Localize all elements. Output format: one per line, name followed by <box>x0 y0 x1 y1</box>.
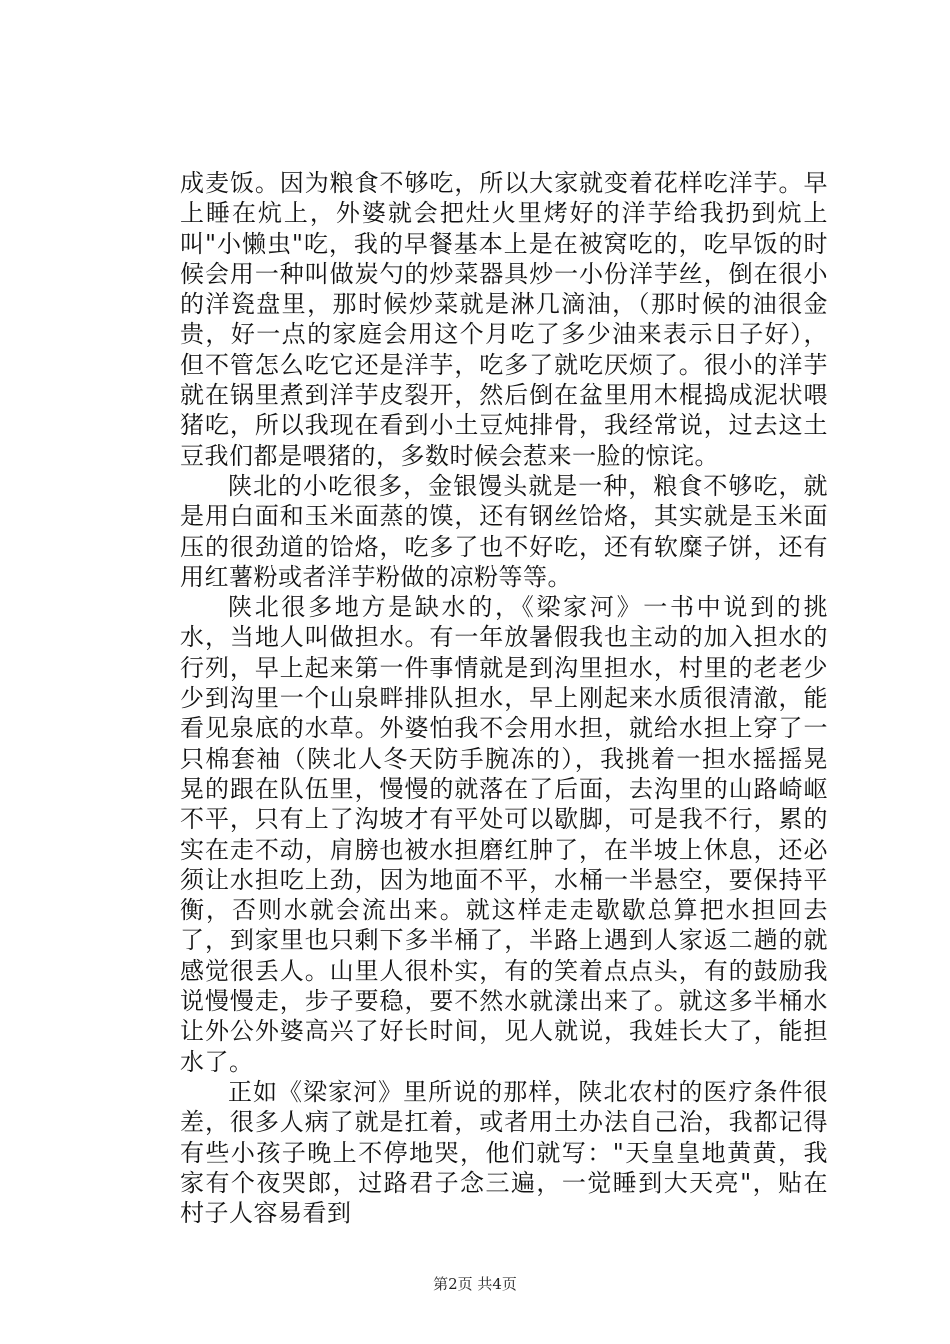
document-body <box>180 168 828 1228</box>
paragraph-medical: 正如《梁家河》里所说的那样，陕北农村的医疗条件很差，很多人病了就是扛着，或者用土办法自己治，我都记得有些小孩子晚上不停地哭，他们就写："天皇皇地黄黄，我家有个夜哭郎，过路君子念三遍，一觉睡到大天亮"，贴在村子人容易看到 <box>180 1077 828 1228</box>
paragraph-carrying-water: 陕北很多地方是缺水的，《梁家河》一书中说到的挑水，当地人叫做担水。有一年放暑假我也主动的加入担水的行列，早上起来第一件事情就是到沟里担水，村里的老老少少到沟里一个山泉畔排队担水，早上刚起来水质很清澈，能看见泉底的水草。外婆怕我不会用水担，就给水担上穿了一只棉套袖（陕北人冬天防手腕冻的），我挑着一担水摇摇晃晃的跟在队伍里，慢慢的就落在了后面，去沟里的山路崎岖不平，只有上了沟坡才有平处可以歇脚，可是我不行，累的实在走不动，肩膀也被水担磨红肿了，在半坡上休息，还必须让水担吃上劲，因为地面不平，水桶一半悬空，要保持平衡，否则水就会流出来。就这样走走歇歇总算把水担回去了，到家里也只剩下多半桶了，半路上遇到人家返二趟的就感觉很丢人。山里人很朴实，有的笑着点点头，有的鼓励我说慢慢走，步子要稳，要不然水就漾出来了。就这多半桶水让外公外婆高兴了好长时间，见人就说，我娃长大了，能担水了。 <box>180 593 828 1076</box>
paragraph-continued: 成麦饭。因为粮食不够吃，所以大家就变着花样吃洋芋。早上睡在炕上，外婆就会把灶火里烤好的洋芋给我扔到炕上叫"小懒虫"吃，我的早餐基本上是在被窝吃的，吃早饭的时候会用一种叫做炭勺的炒菜器具炒一小份洋芋丝，倒在很小的洋瓷盘里，那时候炒菜就是淋几滴油，（那时候的油很金贵，好一点的家庭会用这个月吃了多少油来表示日子好），但不管怎么吃它还是洋芋，吃多了就吃厌烦了。很小的洋芋就在锅里煮到洋芋皮裂开，然后倒在盆里用木棍捣成泥状喂猪吃，所以我现在看到小土豆炖排骨，我经常说，过去这土豆我们都是喂猪的，多数时候会惹来一脸的惊诧。 <box>180 169 828 470</box>
paragraph-snacks: 陕北的小吃很多，金银馒头就是一种，粮食不够吃，就是用白面和玉米面蒸的馍，还有钢丝饸烙，其实就是玉米面压的很劲道的饸烙，吃多了也不好吃，还有软糜子饼，还有用红薯粉或者洋芋粉做的凉粉等等。 <box>180 471 828 591</box>
page-number-footer: 第2页 共4页 <box>433 1275 517 1293</box>
